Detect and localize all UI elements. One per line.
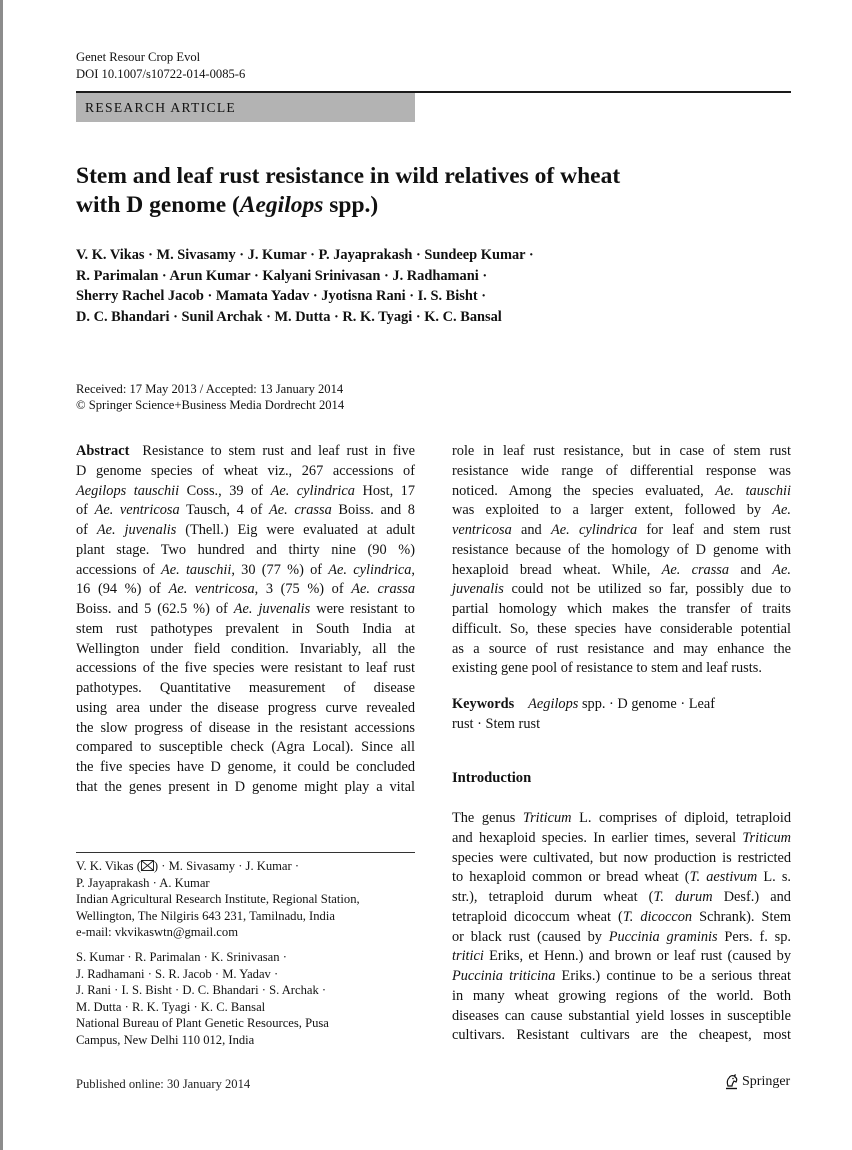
text-run: Desf.) and bbox=[712, 889, 791, 905]
text-run: the five species have D genome, it could be concluded bbox=[76, 759, 415, 775]
doi: DOI 10.1007/s10722-014-0085-6 bbox=[76, 67, 246, 81]
text-line bbox=[76, 600, 415, 620]
text-line bbox=[452, 809, 791, 829]
text-line bbox=[452, 640, 791, 660]
text-run: difficult. So, these species have considerable potential bbox=[452, 620, 791, 637]
author-line: Sherry Rachel Jacob · Mamata Yadav · Jyotisna Rani · I. S. Bisht · bbox=[76, 288, 487, 304]
text-line bbox=[76, 719, 415, 739]
text-run: Eriks, et Henn.) and brown or leaf rust (caused by bbox=[483, 948, 791, 965]
text-line bbox=[452, 908, 791, 928]
keywords bbox=[452, 695, 791, 735]
affiliation-institution: Indian Agricultural Research Institute, Regional Station, bbox=[76, 892, 360, 907]
text-run: as a source of rust resistance and may enhance the bbox=[452, 640, 791, 657]
text-line bbox=[76, 462, 415, 482]
italic-text: Ae. tauschii bbox=[160, 561, 232, 578]
text-run: str.), tetraploid durum wheat ( bbox=[452, 889, 654, 905]
text-line bbox=[452, 521, 791, 541]
text-run: , bbox=[411, 561, 415, 578]
title-line-2 bbox=[76, 191, 776, 220]
text-line bbox=[452, 829, 791, 849]
abstract-heading: Abstract bbox=[76, 443, 130, 459]
italic-text: Ae. crassa bbox=[351, 581, 415, 598]
text-run: was exploited to a larger extent, followed by bbox=[452, 502, 773, 519]
author-list bbox=[76, 245, 676, 327]
text-run: accessions of the five species were resistant to leaf rust bbox=[76, 660, 415, 677]
text-run: Schrank). Stem bbox=[692, 908, 791, 925]
text-line bbox=[76, 699, 415, 719]
article-title bbox=[76, 162, 776, 220]
text-line bbox=[452, 620, 791, 640]
text-run: accessions of bbox=[76, 561, 161, 578]
affiliation-line: Campus, New Delhi 110 012, India bbox=[76, 1032, 255, 1047]
italic-text: Puccinia graminis bbox=[608, 928, 718, 945]
text-run: were resistant to bbox=[310, 601, 415, 617]
italic-text: Ae. ventricosa bbox=[94, 502, 180, 519]
text-line bbox=[76, 659, 415, 679]
text-run: the slow progress of disease in the resistant accessions bbox=[76, 719, 415, 736]
text-run: Boiss. and 5 (62.5 %) of bbox=[76, 601, 234, 617]
viewer-left-edge bbox=[0, 0, 3, 1150]
text-run: (Thell.) Eig were evaluated at adult bbox=[176, 522, 415, 538]
text-run: Boiss. and 8 bbox=[331, 502, 415, 519]
published-online: Published online: 30 January 2014 bbox=[76, 1077, 251, 1091]
text-run: existing gene pool of resistance to stem and leaf rusts. bbox=[452, 660, 762, 677]
title-line-1: Stem and leaf rust resistance in wild relatives of wheat bbox=[76, 163, 621, 189]
text-line bbox=[452, 888, 791, 908]
italic-text: Ae. cylindrica bbox=[328, 561, 412, 578]
text-run: hexaploid bread wheat. While, bbox=[452, 561, 662, 578]
text-run: resistance wide range of differential response was bbox=[452, 462, 791, 479]
affiliation-text: ) · M. Sivasamy · J. Kumar · bbox=[153, 859, 300, 873]
text-line bbox=[76, 501, 415, 521]
text-line bbox=[76, 482, 415, 502]
text-line bbox=[452, 541, 791, 561]
italic-text: Ae. bbox=[772, 502, 791, 519]
journal-name: Genet Resour Crop Evol bbox=[76, 50, 201, 64]
text-line bbox=[452, 868, 791, 888]
text-run: Tausch, 4 of bbox=[179, 502, 269, 519]
text-run: using area under the disease progress curve revealed bbox=[76, 699, 415, 716]
italic-text: Ae. bbox=[772, 561, 791, 578]
text-run: spp. · D genome · Leaf bbox=[578, 696, 715, 712]
text-run: , 3 (75 %) of bbox=[254, 581, 352, 598]
italic-text: Ae. cylindrica bbox=[270, 482, 355, 499]
affiliation-line: S. Kumar · R. Parimalan · K. Srinivasan · bbox=[76, 950, 287, 964]
italic-text: T. aestivum bbox=[689, 869, 758, 886]
text-run: , 30 (77 %) of bbox=[231, 561, 329, 578]
italic-text: Aegilops bbox=[528, 696, 579, 712]
springer-horse-icon bbox=[725, 1074, 739, 1090]
italic-text: Triticum bbox=[522, 810, 572, 826]
affiliation-authors-line bbox=[76, 858, 421, 875]
affiliation-text: V. K. Vikas ( bbox=[76, 859, 141, 873]
section-label-bar bbox=[76, 93, 415, 122]
italic-text: Ae. tauschii bbox=[715, 482, 791, 499]
affiliation-address: Wellington, The Nilgiris 643 231, Tamilnadu, India bbox=[76, 908, 335, 923]
text-line bbox=[452, 987, 791, 1007]
italic-text: Ae. cylindrica bbox=[551, 522, 638, 538]
text-line bbox=[76, 580, 415, 600]
section-label: RESEARCH ARTICLE bbox=[85, 100, 237, 115]
text-line bbox=[452, 1026, 791, 1046]
text-line bbox=[452, 482, 791, 502]
text-line bbox=[76, 561, 415, 581]
corresponding-email[interactable]: e-mail: vkvikaswtn@gmail.com bbox=[76, 925, 238, 940]
text-line bbox=[452, 849, 791, 869]
text-line bbox=[76, 758, 415, 778]
text-line bbox=[452, 580, 791, 600]
text-run: resistance because of the homology of D genome with bbox=[452, 541, 791, 558]
text-run: cultivars. Resistant cultivars are the cheapest, most bbox=[452, 1027, 791, 1044]
text-run: D genome species of wheat viz., 267 accessions of bbox=[76, 462, 415, 479]
keywords-heading: Keywords bbox=[452, 696, 515, 712]
text-run: and bbox=[511, 522, 551, 538]
text-run: and hexaploid species. In earlier times, several bbox=[452, 829, 743, 846]
introduction-body bbox=[452, 809, 791, 1046]
text-line bbox=[76, 738, 415, 758]
text-run: species were cultivated, but now production is restricted bbox=[452, 849, 791, 866]
affiliation-line: J. Rani · I. S. Bisht · D. C. Bhandari · S. Archak · bbox=[76, 983, 327, 998]
italic-text: Puccinia triticina bbox=[452, 968, 556, 984]
text-line bbox=[452, 928, 791, 948]
text-run: Coss., 39 of bbox=[179, 482, 271, 499]
affiliation-group-2 bbox=[76, 949, 421, 1049]
text-line bbox=[452, 947, 791, 967]
text-run: or black rust (caused by bbox=[452, 928, 609, 945]
text-line bbox=[452, 1007, 791, 1027]
text-line bbox=[452, 501, 791, 521]
italic-text: T. durum bbox=[653, 889, 713, 905]
received-accepted: Received: 17 May 2013 / Accepted: 13 January 2014 bbox=[76, 382, 344, 396]
text-run: in many wheat growing regions of the world. Both bbox=[452, 987, 791, 1004]
text-line bbox=[452, 561, 791, 581]
text-run: stem rust pathotypes prevalent in South India at bbox=[76, 620, 415, 637]
abstract-left-column bbox=[76, 442, 415, 798]
italic-text: Ae. crassa bbox=[268, 502, 332, 519]
italic-text: ventricosa bbox=[452, 522, 512, 538]
affiliation-line: J. Radhamani · S. R. Jacob · M. Yadav · bbox=[76, 966, 279, 981]
text-run: and bbox=[729, 561, 773, 578]
running-header bbox=[76, 49, 245, 83]
text-run: The genus bbox=[452, 810, 523, 826]
text-line bbox=[76, 521, 415, 541]
text-run: pathotypes. Quantitative measurement of disease bbox=[76, 680, 415, 696]
italic-text: Aegilops tauschii bbox=[76, 482, 180, 499]
text-run: Wellington under field condition. Invariably, all the bbox=[76, 640, 415, 657]
text-run: tetraploid dicoccum wheat ( bbox=[452, 908, 623, 925]
abstract-right-column bbox=[452, 442, 791, 679]
author-line: R. Parimalan · Arun Kumar · Kalyani Srinivasan · J. Radhamani · bbox=[76, 267, 488, 284]
envelope-icon bbox=[141, 860, 154, 871]
publisher-name: Springer bbox=[742, 1074, 791, 1089]
text-run: diseases can cause substantial yield losses in susceptible bbox=[452, 1007, 791, 1024]
keywords-line-1 bbox=[452, 695, 791, 715]
text-run: Pers. f. sp. bbox=[717, 928, 791, 945]
author-line: D. C. Bhandari · Sunil Archak · M. Dutta · R. K. Tyagi · K. C. Bansal bbox=[76, 308, 502, 325]
text-line bbox=[452, 462, 791, 482]
italic-text: Ae. juvenalis bbox=[233, 601, 311, 617]
affiliation-line: National Bureau of Plant Genetic Resources, Pusa bbox=[76, 1016, 329, 1031]
text-line bbox=[452, 659, 791, 679]
text-line bbox=[452, 442, 791, 462]
text-line bbox=[452, 967, 791, 987]
text-line bbox=[452, 600, 791, 620]
text-run: L. s. bbox=[757, 869, 791, 886]
affiliation-line: M. Dutta · R. K. Tyagi · K. C. Bansal bbox=[76, 999, 266, 1014]
affiliation-authors-line: P. Jayaprakash · A. Kumar bbox=[76, 875, 210, 890]
text-run: Host, 17 bbox=[354, 482, 416, 499]
text-line bbox=[76, 442, 415, 462]
italic-text: Ae. ventricosa bbox=[168, 581, 255, 598]
text-run: of bbox=[76, 522, 97, 538]
text-run: compared to susceptible check (Agra Local). Since all bbox=[76, 739, 415, 756]
text-run: could not be utilized so far, possibly due to bbox=[503, 581, 791, 598]
text-run: for leaf and stem rust bbox=[637, 522, 792, 538]
publisher-logo bbox=[725, 1074, 790, 1090]
text-line bbox=[76, 640, 415, 660]
affiliation-rule bbox=[76, 852, 415, 853]
italic-text: Ae. crassa bbox=[661, 561, 730, 578]
italic-text: Ae. juvenalis bbox=[96, 522, 177, 538]
text-run: of bbox=[76, 502, 95, 519]
title-text: with D genome ( bbox=[76, 192, 240, 218]
text-run: 16 (94 %) of bbox=[76, 581, 169, 598]
italic-text: tritici bbox=[452, 948, 484, 965]
italic-text: Triticum bbox=[742, 829, 791, 846]
text-line bbox=[76, 778, 415, 798]
copyright: © Springer Science+Business Media Dordrecht 2014 bbox=[76, 398, 345, 412]
keywords-line-2: rust · Stem rust bbox=[452, 715, 541, 732]
title-text: spp.) bbox=[323, 192, 379, 218]
text-run: L. comprises of diploid, tetraploid bbox=[571, 810, 791, 826]
text-line bbox=[76, 679, 415, 699]
text-run: Resistance to stem rust and leaf rust in five bbox=[142, 443, 415, 459]
keywords-text bbox=[528, 696, 715, 712]
affiliation-group-1 bbox=[76, 858, 421, 941]
italic-text: T. dicoccon bbox=[622, 908, 693, 925]
text-run: plant stage. Two hundred and thirty nine (90 %) bbox=[76, 541, 415, 558]
text-line bbox=[76, 541, 415, 561]
author-line: V. K. Vikas · M. Sivasamy · J. Kumar · P. Jayaprakash · Sundeep Kumar · bbox=[76, 247, 534, 263]
text-run: Eriks.) continue to be a serious threat bbox=[555, 968, 791, 984]
text-run: partial homology which makes the transfer of traits bbox=[452, 601, 791, 617]
text-run: role in leaf rust resistance, but in case of stem rust bbox=[452, 443, 791, 459]
italic-text: juvenalis bbox=[452, 581, 504, 598]
article-dates bbox=[76, 381, 344, 413]
title-genus: Aegilops bbox=[239, 192, 324, 218]
text-run: that the genes present in D genome might play a vital bbox=[76, 778, 415, 795]
introduction-heading: Introduction bbox=[452, 770, 532, 786]
text-run: to hexaploid common or bread wheat ( bbox=[452, 869, 690, 886]
text-run: noticed. Among the species evaluated, bbox=[452, 482, 716, 499]
text-line bbox=[76, 620, 415, 640]
